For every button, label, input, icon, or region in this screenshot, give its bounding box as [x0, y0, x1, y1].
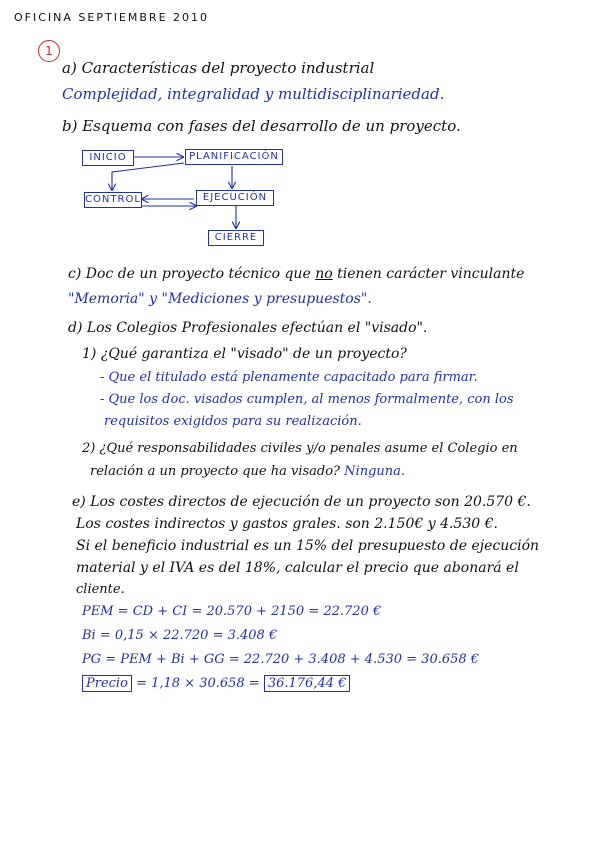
calc-bi: Bi = 0,15 × 22.720 = 3.408 €: [82, 628, 278, 643]
section-d-q2-answer: Ninguna.: [344, 464, 406, 479]
section-e-line5: cliente.: [76, 582, 125, 597]
section-c-label-no: no: [315, 266, 333, 282]
section-d-q1-answer-2a: - Que los doc. visados cumplen, al menos formalmente, con los: [100, 392, 514, 407]
section-c-label-post: tienen carácter vinculante: [337, 266, 525, 282]
section-c-label: [68, 266, 524, 282]
section-e-line2: Los costes indirectos y gastos grales. son 2.150€ y 4.530 €.: [76, 516, 498, 532]
calc-pg: PG = PEM + Bi + GG = 22.720 + 3.408 + 4.530 = 30.658 €: [82, 652, 480, 667]
diagram-box-ejecucion: EJECUCIÓN: [196, 190, 274, 206]
diagram-box-cierre: CIERRE: [208, 230, 264, 246]
calc-precio-label: Precio: [82, 675, 132, 692]
section-d-q2-line2: [90, 464, 405, 480]
diagram-box-control: CONTROL: [84, 192, 142, 208]
section-d-q2-line1: 2) ¿Qué responsabilidades civiles y/o penales asume el Colegio en: [82, 441, 518, 456]
section-d-q1-answer-1: - Que el titulado está plenamente capacitado para firmar.: [100, 370, 478, 385]
calc-pem: PEM = CD + CI = 20.570 + 2150 = 22.720 €: [82, 604, 382, 619]
section-a-label: a) Características del proyecto industrial: [62, 59, 375, 77]
calc-precio: [82, 676, 350, 692]
section-e-line3: Si el beneficio industrial es un 15% del presupuesto de ejecución: [76, 538, 540, 554]
calc-precio-result: 36.176,44 €: [264, 675, 351, 692]
diagram-box-inicio: INICIO: [82, 150, 134, 166]
section-e-line4: material y el IVA es del 18%, calcular el precio que abonará el: [76, 560, 519, 576]
section-e-line1: e) Los costes directos de ejecución de un proyecto son 20.570 €.: [72, 494, 531, 510]
diagram-box-planificacion: PLANIFICACIÓN: [185, 149, 283, 165]
question-number: 1: [38, 40, 60, 62]
section-a-answer: Complejidad, integralidad y multidisciplinariedad.: [62, 85, 445, 103]
page-header: OFICINA SEPTIEMBRE 2010: [14, 11, 210, 24]
section-b-label: b) Esquema con fases del desarrollo de un proyecto.: [62, 117, 461, 135]
calc-precio-expr: = 1,18 × 30.658 =: [136, 676, 260, 691]
section-c-label-pre: c) Doc de un proyecto técnico que: [68, 266, 311, 282]
section-d-q2-text: relación a un proyecto que ha visado?: [90, 464, 341, 479]
section-d-q1-answer-2b: requisitos exigidos para su realización.: [104, 414, 362, 429]
section-d-q1: 1) ¿Qué garantiza el "visado" de un proyecto?: [82, 346, 407, 362]
section-d-label: d) Los Colegios Profesionales efectúan el "visado".: [68, 320, 428, 336]
section-c-answer: "Memoria" y "Mediciones y presupuestos".: [68, 291, 372, 307]
